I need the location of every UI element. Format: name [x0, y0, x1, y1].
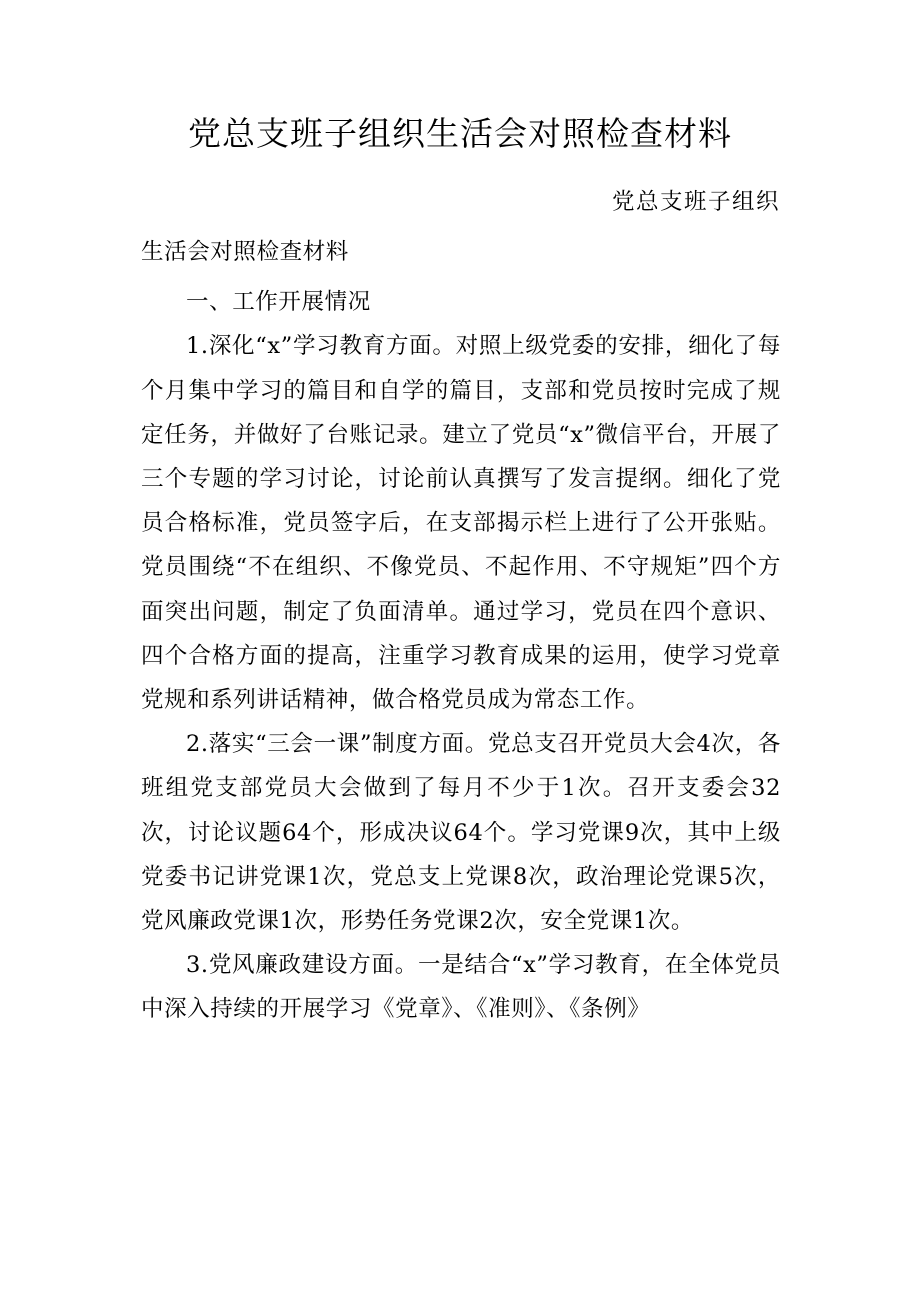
paragraph-2: 2.落实“三会一课”制度方面。党总支召开党员大会4次，各班组党支部党员大会做到了每月不少于1次。召开支委会32次，讨论议题64个，形成决议64个。学习党课9次，其中上级党委书记讲党课1次，党总支上党课8次，政治理论党课5次，党风廉政党课1次，形势任务党课2次，安全党课1次。	[141, 731, 781, 935]
paragraph-1: 1.深化“x”学习教育方面。对照上级党委的安排，细化了每个月集中学习的篇目和自学的篇目，支部和党员按时完成了规定任务，并做好了台账记录。建立了党员“x”微信平台，开展了三个专题的学习讨论，讨论前认真撰写了发言提纲。细化了党员合格标准，党员签字后，在支部揭示栏上进行了公开张贴。党员围绕“不在组织、不像党员、不起作用、不守规矩”四个方面突出问题，制定了负面清单。通过学习，党员在四个意识、四个合格方面的提高，注重学习教育成果的运用，使学习党章党规和系列讲话精神，做合格党员成为常态工作。	[141, 333, 781, 714]
document-title: 党总支班子组织生活会对照检查材料	[188, 114, 732, 153]
signature-continuation: 生活会对照检查材料	[141, 239, 349, 265]
document-body	[141, 230, 781, 1032]
section-heading: 一、工作开展情况	[186, 289, 371, 316]
document-signature: 党总支班子组织	[611, 189, 780, 215]
paragraph-3: 3.党风廉政建设方面。一是结合“x”学习教育，在全体党员中深入持续的开展学习《党章》、《准则》、《条例》	[141, 952, 781, 1023]
